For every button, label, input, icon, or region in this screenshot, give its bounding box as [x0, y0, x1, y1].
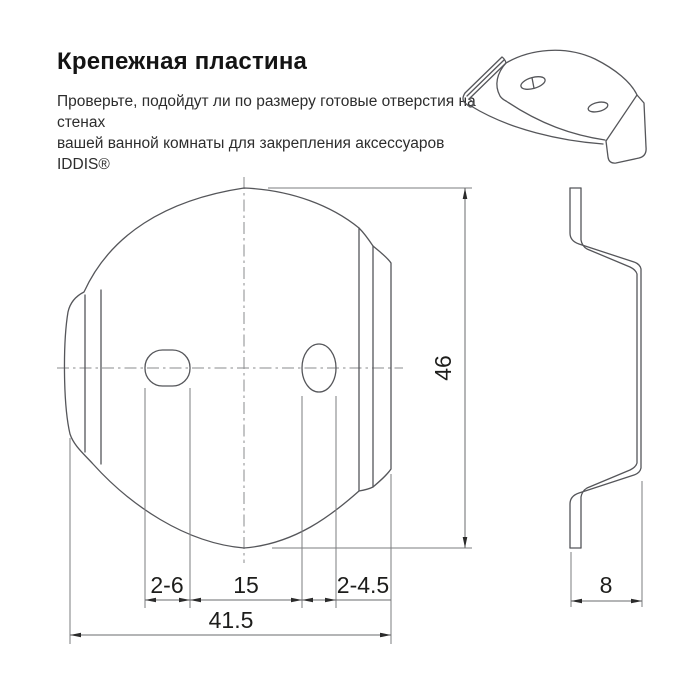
- subtitle-line-2: вашей ванной комнаты для закрепления аксессуаров IDDIS®: [57, 135, 445, 173]
- extension-lines: [70, 188, 472, 644]
- dim-label-right-hole-width: 2-4.5: [336, 572, 390, 598]
- dim-label-hole-spacing: 15: [233, 572, 259, 598]
- dimension-total-width: [70, 607, 391, 637]
- isometric-view: [463, 50, 646, 163]
- front-view: [57, 177, 472, 644]
- iso-left-edge: [497, 63, 506, 101]
- side-profile-outer: [570, 188, 641, 548]
- iso-left-tab: [465, 57, 506, 99]
- dim-label-total-width: 41.5: [208, 607, 254, 633]
- dim-label-depth: 8: [599, 572, 613, 598]
- dim-label-total-height: 46: [430, 355, 456, 381]
- iso-top-edge: [506, 50, 637, 95]
- iso-right-flange-face: [606, 95, 646, 163]
- page-title-text: Крепежная пластина: [57, 48, 308, 75]
- iso-left-slot-hole: [519, 74, 546, 91]
- subtitle-line-1: Проверьте, подойдут ли по размеру готовые отверстия на стенах: [57, 93, 476, 131]
- dimension-hole-widths: [145, 572, 391, 602]
- iso-front-edge-upper: [506, 101, 605, 140]
- side-profile-inner: [581, 188, 637, 548]
- side-view: [570, 188, 642, 607]
- dimension-total-height: [430, 188, 467, 548]
- iso-front-edge-lower: [471, 106, 603, 144]
- iso-right-hole: [587, 100, 609, 113]
- dim-label-left-slot-width: 2-6: [150, 572, 184, 598]
